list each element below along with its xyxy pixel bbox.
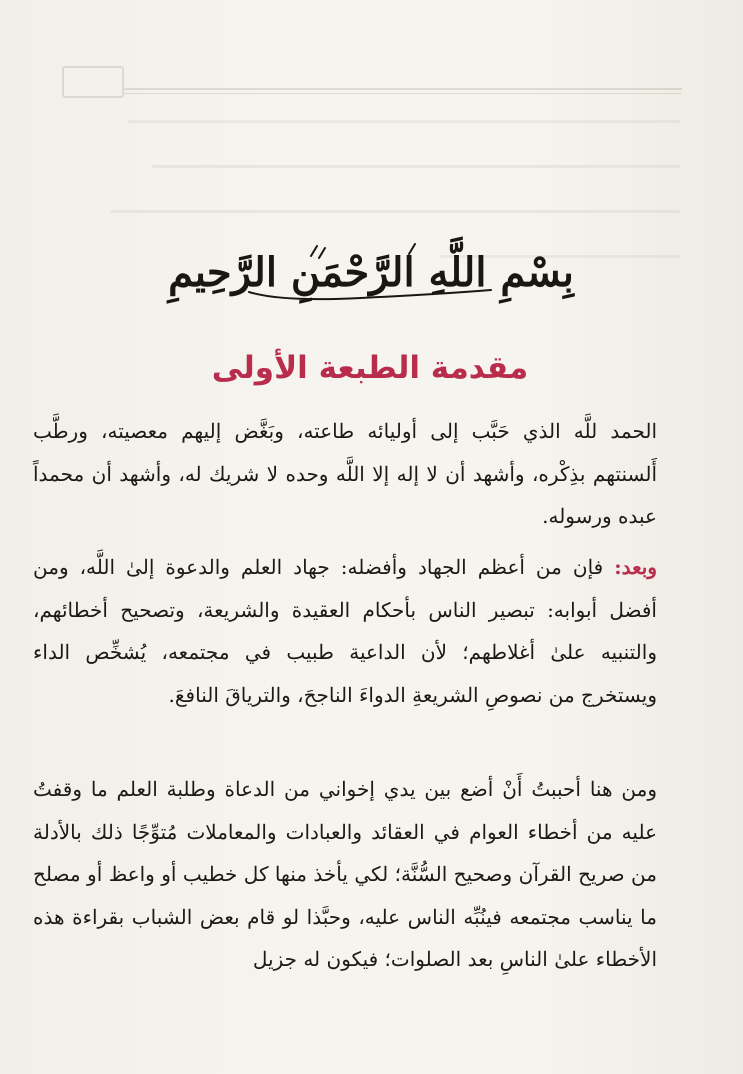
basmala-text: بِسْمِ اللَّهِ الرَّحْمَنِ الرَّحِيمِ bbox=[168, 248, 574, 296]
paragraph-praise: الحمد للَّه الذي حَبَّب إلى أوليائه طاعته، وبَغَّض إليهم معصيته، ورطَّب أَلسنتهم بذِكْره، وأشهد أن لا إله إلا اللَّه وحده لا شريك له، وأشهد أن محمداً عبده ورسوله. bbox=[33, 419, 657, 528]
basmala-calligraphy bbox=[168, 232, 574, 312]
paragraph-purpose: ومن هنا أحببتُ أَنْ أضع بين يدي إخواني من الدعاة وطلبة العلم ما وقفتُ عليه من أخطاء العوام في العقائد والعبادات والمعاملات مُتوِّجًا ذلك بالأدلة من صريح القرآن وصحيح السُّنَّة؛ لكي يأخذ منها كل خطيب أو واعظ أو مصلح ما يناسب مجتمعه فينُبِّه الناس عليه، وحبَّذا لو قام بعض الشباب بقراءة هذه الأخطاء علىٰ الناسِ بعد الصلوات؛ فيكون له جزيل bbox=[33, 777, 657, 971]
basmala-ornament-icon bbox=[221, 232, 521, 312]
paragraph-introduction bbox=[33, 546, 683, 716]
paragraph-introduction-body: فإن من أعظم الجهاد وأفضله: جهاد العلم والدعوة إلىٰ اللَّه، ومن أفضل أبوابه: تبصير الناس بأحكام العقيدة والشريعة، وتصحيح أخطائهم، والتنبيه علىٰ أغلاطهم؛ لأن الداعية طبيب في مجتمعه، يُشخِّص الداء ويستخرج من نصوصِ الشريعةِ الدواءَ الناجحَ، والترياقَ النافعَ. bbox=[33, 555, 657, 707]
paragraph-lead-word: وبعد: bbox=[614, 555, 657, 579]
section-heading: مقدمة الطبعة الأولى bbox=[211, 350, 529, 386]
bleed-through-header bbox=[62, 64, 682, 98]
